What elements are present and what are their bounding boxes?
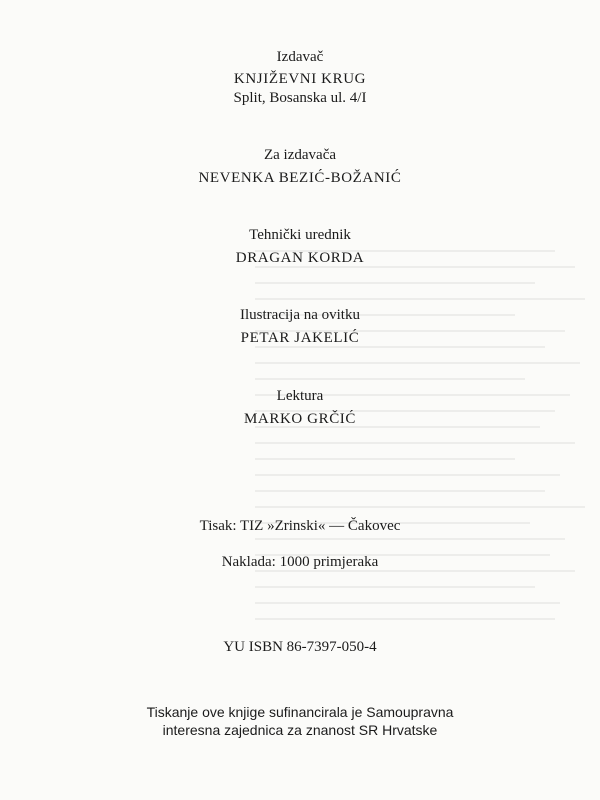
technical-editor-label: Tehnički urednik bbox=[249, 227, 351, 243]
for-publisher-name: NEVENKA BEZIĆ-BOŽANIĆ bbox=[198, 170, 402, 186]
publisher-address: Split, Bosanska ul. 4/I bbox=[233, 90, 367, 106]
for-publisher-label: Za izdavača bbox=[263, 147, 337, 163]
isbn-line: YU ISBN 86-7397-050-4 bbox=[223, 639, 377, 655]
proofreading-label: Lektura bbox=[276, 388, 324, 404]
publisher-name: KNJIŽEVNI KRUG bbox=[233, 71, 367, 87]
funding-line-1: Tiskanje ove knjige sufinancirala je Samoupravna bbox=[146, 704, 454, 720]
funding-line-2: interesna zajednica za znanost SR Hrvatske bbox=[162, 722, 438, 738]
printer-line: Tisak: TIZ »Zrinski« — Čakovec bbox=[199, 518, 401, 534]
proofreading-name: MARKO GRČIĆ bbox=[243, 411, 357, 427]
edition-line: Naklada: 1000 primjeraka bbox=[221, 554, 379, 570]
cover-illustration-name: PETAR JAKELIĆ bbox=[240, 330, 360, 346]
publisher-label: Izdavač bbox=[276, 49, 324, 65]
cover-illustration-label: Ilustracija na ovitku bbox=[240, 307, 360, 323]
technical-editor-name: DRAGAN KORDA bbox=[235, 250, 365, 266]
